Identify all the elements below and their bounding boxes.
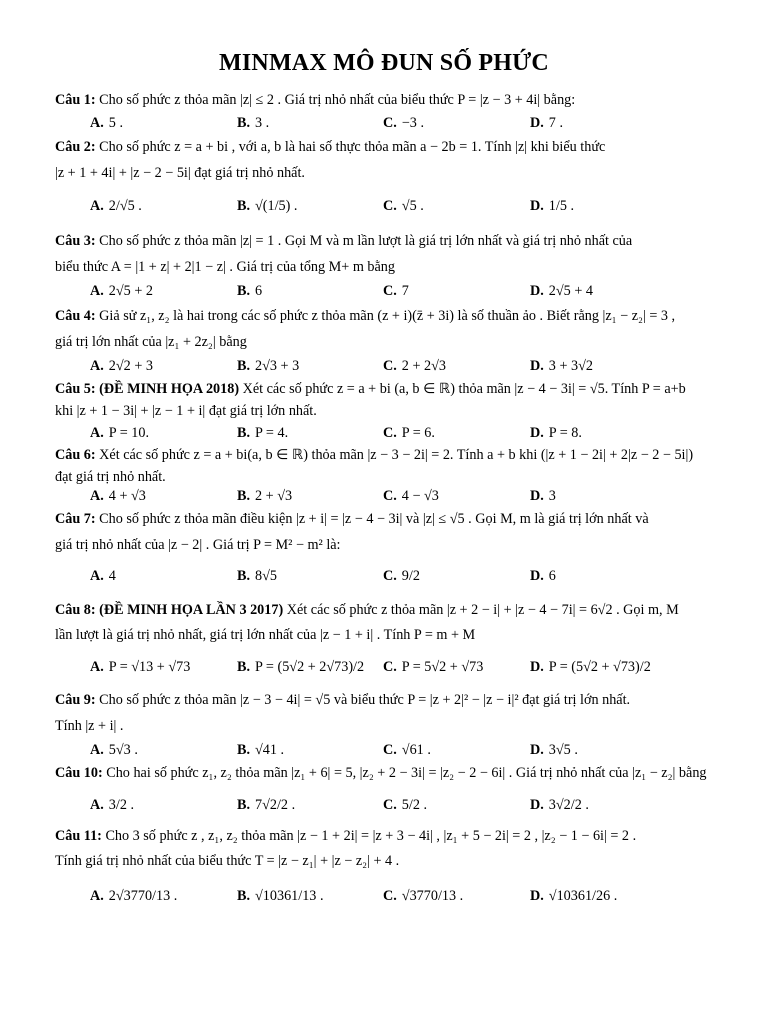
option-value: P = 5√2 + √73 <box>401 659 484 675</box>
answer-option <box>90 197 142 215</box>
answer-option <box>237 357 299 375</box>
option-letter: A. <box>90 742 104 758</box>
option-value: 2/√5 . <box>108 198 142 214</box>
answer-option <box>383 887 463 905</box>
answer-option <box>530 357 593 375</box>
option-value: √10361/13 . <box>255 888 324 904</box>
answer-option <box>237 424 288 442</box>
answer-option <box>530 424 582 442</box>
answer-option <box>237 487 292 505</box>
option-value: 2√3770/13 . <box>108 888 178 904</box>
answer-option <box>530 658 651 676</box>
option-value: P = (5√2 + √73)/2 <box>548 659 651 675</box>
question-text: Cho 3 số phức z , z₁, z₂ thỏa mãn |z − 1 + 2i| = |z + 3 − 4i| , |z₁ + 5 − 2i| = 2 , |z₂ − 1 − 6i| = 2 . <box>105 828 637 844</box>
question-text: Xét các số phức z = a + bi(a, b ∈ ℝ) thỏa mãn |z − 3 − 2i| = 2. Tính a + b khi (|z + 1 − 2i| + 2|z − 2 − 5i|) <box>99 447 694 463</box>
option-value: 5 . <box>108 115 123 131</box>
option-letter: D. <box>530 283 544 299</box>
question-label: Câu 2: <box>55 139 96 155</box>
option-letter: D. <box>530 797 544 813</box>
option-letter: B. <box>237 115 251 131</box>
option-value: 5√3 . <box>108 742 138 758</box>
answer-option <box>383 658 483 676</box>
question-text: Cho hai số phức z₁, z₂ thỏa mãn |z₁ + 6| = 5, |z₂ + 2 − 3i| = |z₂ − 2 − 6i| . Giá trị nhỏ nhất của |z₁ − z₂| bằng <box>106 765 707 781</box>
option-value: P = 6. <box>401 425 435 441</box>
question-text: Cho số phức z thỏa mãn điều kiện |z + i| = |z − 4 − 3i| và |z| ≤ √5 . Gọi M, m là giá trị lớn nhất và <box>99 511 649 527</box>
answer-option <box>237 114 269 132</box>
question-text: Cho số phức z thỏa mãn |z| ≤ 2 . Giá trị nhỏ nhất của biểu thức P = |z − 3 + 4i| bằng: <box>99 92 576 108</box>
option-value: 3 . <box>255 115 270 131</box>
option-value: 8√5 <box>255 568 277 584</box>
question-line <box>55 691 750 709</box>
option-value: 5/2 . <box>401 797 428 813</box>
question-line <box>55 333 750 351</box>
answer-option <box>90 424 149 442</box>
option-letter: B. <box>237 797 251 813</box>
question-line <box>55 258 750 276</box>
question-line <box>55 764 750 782</box>
option-letter: B. <box>237 888 251 904</box>
answer-option <box>530 282 593 300</box>
answer-option <box>383 796 427 814</box>
option-letter: D. <box>530 198 544 214</box>
question-label: Câu 4: <box>55 308 96 324</box>
option-value: √(1/5) . <box>255 198 298 214</box>
option-value: 2 + √3 <box>255 488 293 504</box>
option-value: 2√5 + 2 <box>108 283 153 299</box>
option-value: 3/2 . <box>108 797 135 813</box>
question-text: Cho số phức z thỏa mãn |z| = 1 . Gọi M và m lần lượt là giá trị lớn nhất và giá trị nhỏ nhất của <box>99 233 633 249</box>
option-value: 4 + √3 <box>108 488 146 504</box>
answer-option <box>530 741 578 759</box>
question-line <box>55 380 750 398</box>
answer-option <box>237 796 295 814</box>
option-letter: D. <box>530 425 544 441</box>
question-text: Xét các số phức z = a + bi (a, b ∈ ℝ) thỏa mãn |z − 4 − 3i| = √5. Tính P = a+b <box>242 381 686 397</box>
option-letter: C. <box>383 425 397 441</box>
answer-option <box>90 357 153 375</box>
option-value: √3770/13 . <box>401 888 464 904</box>
answer-option <box>237 567 277 585</box>
answer-option <box>530 487 556 505</box>
question-line <box>55 138 750 156</box>
option-letter: A. <box>90 198 104 214</box>
question-label: Câu 10: <box>55 765 103 781</box>
answer-option <box>383 282 409 300</box>
option-value: 3 <box>548 488 556 504</box>
option-value: √5 . <box>401 198 424 214</box>
question-text: Tính |z + i| . <box>55 718 124 734</box>
question-line <box>55 446 750 464</box>
page-title: MINMAX MÔ ĐUN SỐ PHỨC <box>219 50 549 76</box>
question-label: Câu 7: <box>55 511 96 527</box>
question-label: Câu 1: <box>55 92 96 108</box>
answer-option <box>383 487 439 505</box>
option-letter: D. <box>530 115 544 131</box>
answer-option <box>237 197 297 215</box>
option-value: P = (5√2 + 2√73)/2 <box>255 659 365 675</box>
question-label: Câu 11: <box>55 828 102 844</box>
question-text: giá trị lớn nhất của |z₁ + 2z₂| bằng <box>55 334 247 350</box>
option-value: 2√2 + 3 <box>108 358 153 374</box>
option-letter: B. <box>237 358 251 374</box>
question-line <box>55 307 750 325</box>
answer-option <box>90 741 138 759</box>
option-value: √10361/26 . <box>548 888 618 904</box>
option-value: √61 . <box>401 742 431 758</box>
option-value: P = 4. <box>255 425 289 441</box>
option-letter: B. <box>237 488 251 504</box>
question-text: biểu thức A = |1 + z| + 2|1 − z| . Giá trị của tổng M+ m bằng <box>55 259 395 275</box>
question-text: khi |z + 1 − 3i| + |z − 1 + i| đạt giá trị lớn nhất. <box>55 403 317 419</box>
question-line <box>55 626 750 644</box>
option-letter: C. <box>383 198 397 214</box>
option-letter: A. <box>90 425 104 441</box>
question-text: giá trị nhỏ nhất của |z − 2| . Giá trị P = M² − m² là: <box>55 537 341 553</box>
option-value: 7 <box>401 283 409 299</box>
answer-option <box>90 114 123 132</box>
question-line <box>55 510 750 528</box>
question-text: |z + 1 + 4i| + |z − 2 − 5i| đạt giá trị nhỏ nhất. <box>55 165 305 181</box>
option-value: P = 10. <box>108 425 149 441</box>
question-text: Cho số phức z thỏa mãn |z − 3 − 4i| = √5 và biểu thức P = |z + 2|² − |z − i|² đạt giá trị lớn nhất. <box>99 692 631 708</box>
answer-option <box>90 282 153 300</box>
option-letter: C. <box>383 659 397 675</box>
option-letter: C. <box>383 742 397 758</box>
option-letter: A. <box>90 797 104 813</box>
question-line <box>55 852 750 870</box>
option-value: 3√5 . <box>548 742 578 758</box>
option-value: 2√5 + 4 <box>548 283 593 299</box>
answer-option <box>383 741 431 759</box>
option-letter: A. <box>90 568 104 584</box>
option-value: 2 + 2√3 <box>401 358 446 374</box>
question-text: đạt giá trị nhỏ nhất. <box>55 469 166 485</box>
option-value: 3√2/2 . <box>548 797 589 813</box>
option-letter: C. <box>383 488 397 504</box>
option-value: 6 <box>255 283 263 299</box>
question-label: Câu 6: <box>55 447 96 463</box>
answer-option <box>237 887 324 905</box>
option-value: P = 8. <box>548 425 582 441</box>
question-text: lần lượt là giá trị nhỏ nhất, giá trị lớn nhất của |z − 1 + i| . Tính P = m + M <box>55 627 476 643</box>
question-line <box>55 232 750 250</box>
option-value: 7√2/2 . <box>255 797 296 813</box>
option-value: 1/5 . <box>548 198 575 214</box>
answer-option <box>90 796 134 814</box>
option-letter: D. <box>530 659 544 675</box>
answer-option <box>383 567 420 585</box>
option-value: 6 <box>548 568 556 584</box>
option-letter: A. <box>90 659 104 675</box>
question-line <box>55 402 750 420</box>
option-letter: C. <box>383 888 397 904</box>
question-text: Giả sử z₁, z₂ là hai trong các số phức z thỏa mãn (z + i)(z̄ + 3i) là số thuần ảo . Biết rằng |z₁ − z₂| = 3 , <box>99 308 676 324</box>
question-line <box>55 717 750 735</box>
question-line <box>55 601 750 619</box>
option-letter: D. <box>530 488 544 504</box>
answer-option <box>237 282 262 300</box>
answer-option <box>530 114 563 132</box>
question-label: Câu 8: (ĐỀ MINH HỌA LẦN 3 2017) <box>55 602 284 618</box>
option-letter: A. <box>90 115 104 131</box>
option-letter: C. <box>383 568 397 584</box>
option-letter: A. <box>90 283 104 299</box>
option-value: −3 . <box>401 115 424 131</box>
answer-option <box>530 796 589 814</box>
option-letter: D. <box>530 568 544 584</box>
question-label: Câu 5: (ĐỀ MINH HỌA 2018) <box>55 381 240 397</box>
question-line <box>55 827 750 845</box>
question-text: Cho số phức z = a + bi , với a, b là hai số thực thỏa mãn a − 2b = 1. Tính |z| khi biểu thức <box>99 139 606 155</box>
answer-option <box>90 567 116 585</box>
option-letter: D. <box>530 742 544 758</box>
option-letter: B. <box>237 659 251 675</box>
answer-option <box>383 357 446 375</box>
answer-option <box>90 658 190 676</box>
option-value: 2√3 + 3 <box>255 358 300 374</box>
option-letter: B. <box>237 198 251 214</box>
option-letter: A. <box>90 488 104 504</box>
option-letter: A. <box>90 358 104 374</box>
answer-option <box>237 658 364 676</box>
question-line <box>55 536 750 554</box>
answer-option <box>530 887 617 905</box>
option-value: 7 . <box>548 115 563 131</box>
question-text: Xét các số phức z thỏa mãn |z + 2 − i| + |z − 4 − 7i| = 6√2 . Gọi m, M <box>286 602 679 618</box>
answer-option <box>90 487 146 505</box>
option-letter: C. <box>383 797 397 813</box>
option-letter: B. <box>237 568 251 584</box>
option-value: √41 . <box>255 742 285 758</box>
question-line <box>55 468 750 486</box>
answer-option <box>383 197 424 215</box>
answer-option <box>383 424 435 442</box>
option-value: P = √13 + √73 <box>108 659 191 675</box>
option-letter: B. <box>237 742 251 758</box>
option-letter: C. <box>383 358 397 374</box>
option-letter: A. <box>90 888 104 904</box>
answer-option <box>530 197 574 215</box>
option-value: 4 − √3 <box>401 488 439 504</box>
answer-option <box>383 114 424 132</box>
option-letter: C. <box>383 283 397 299</box>
option-letter: C. <box>383 115 397 131</box>
option-letter: B. <box>237 425 251 441</box>
question-label: Câu 3: <box>55 233 96 249</box>
option-letter: D. <box>530 888 544 904</box>
answer-option <box>237 741 284 759</box>
option-value: 9/2 <box>401 568 420 584</box>
question-label: Câu 9: <box>55 692 96 708</box>
option-letter: B. <box>237 283 251 299</box>
question-line <box>55 164 750 182</box>
answer-option <box>90 887 177 905</box>
question-text: Tính giá trị nhỏ nhất của biểu thức T = |z − z₁| + |z − z₂| + 4 . <box>55 853 400 869</box>
option-value: 3 + 3√2 <box>548 358 593 374</box>
option-value: 4 <box>108 568 116 584</box>
option-letter: D. <box>530 358 544 374</box>
answer-option <box>530 567 556 585</box>
question-line <box>55 91 750 109</box>
